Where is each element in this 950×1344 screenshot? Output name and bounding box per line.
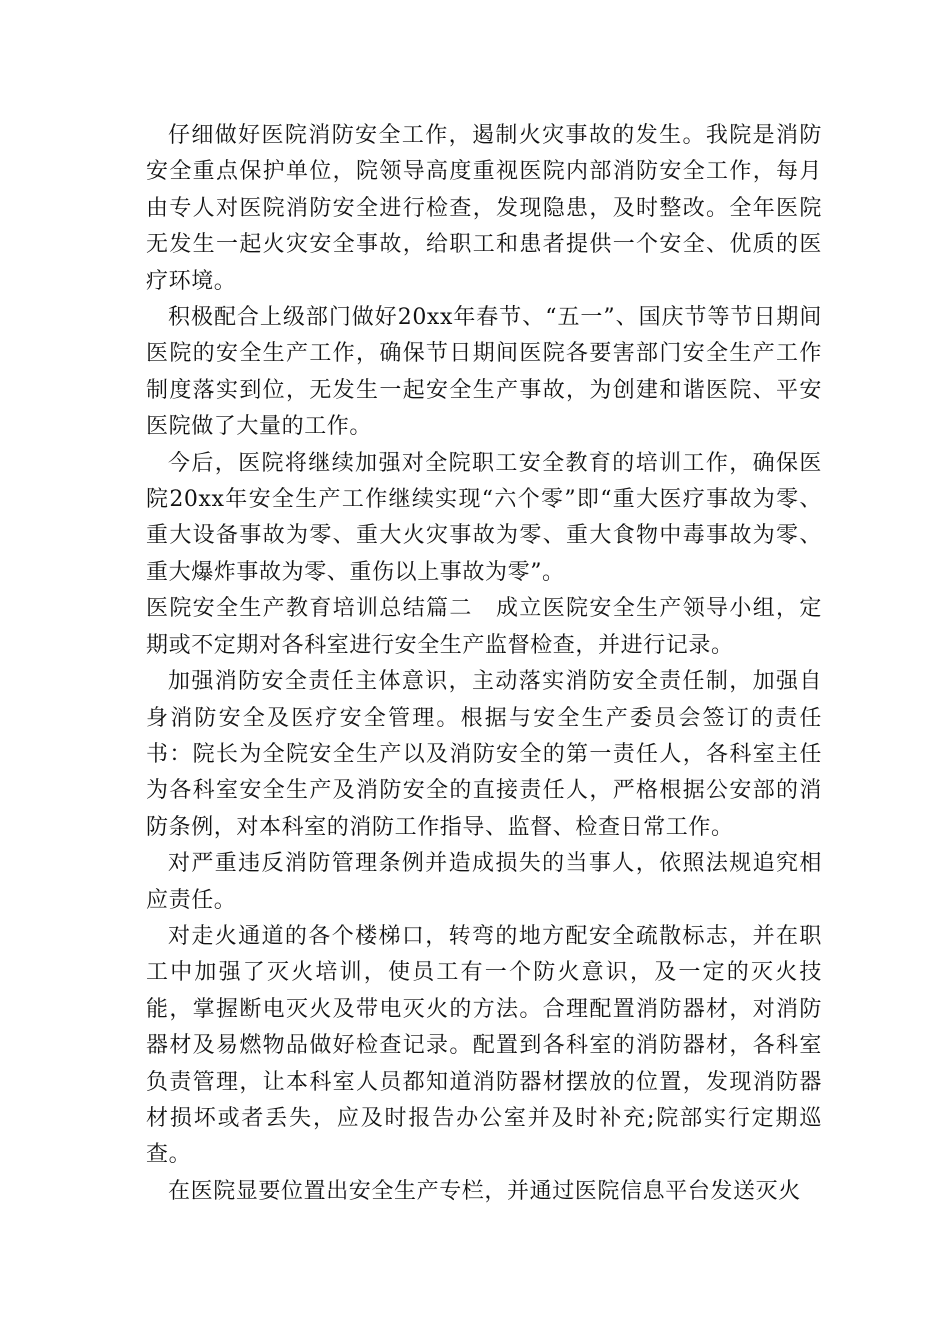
paragraph-future-goals: 今后，医院将继续加强对全院职工安全教育的培训工作，确保医院20xx年安全生产工作继续实现“六个零”即“重大医疗事故为零、重大设备事故为零、重大火灾事故为零、重大食物中毒事故为零、重大爆炸事故为零、重伤以上事故为零”。: [146, 450, 822, 585]
document-body: [146, 118, 822, 1210]
paragraph-holiday-safety: 积极配合上级部门做好20xx年春节、“五一”、国庆节等节日期间医院的安全生产工作，确保节日期间医院各要害部门安全生产工作制度落实到位，无发生一起安全生产事故，为创建和谐医院、平安医院做了大量的工作。: [146, 305, 822, 440]
paragraph-safety-column: 在医院显要位置出安全生产专栏，并通过医院信息平台发送灭火: [168, 1178, 801, 1204]
paragraph-fire-safety: 仔细做好医院消防安全工作，遏制火灾事故的发生。我院是消防安全重点保护单位，院领导高度重视医院内部消防安全工作，每月由专人对医院消防安全进行检查，发现隐患，及时整改。全年医院无发生一起火灾安全事故，给职工和患者提供一个安全、优质的医疗环境。: [146, 123, 822, 294]
paragraph-evacuation-training: 对走火通道的各个楼梯口，转弯的地方配安全疏散标志，并在职工中加强了灭火培训，使员工有一个防火意识，及一定的灭火技能，掌握断电灭火及带电灭火的方法。合理配置消防器材，对消防器材及易燃物品做好检查记录。配置到各科室的消防器材，各科室负责管理，让本科室人员都知道消防器材摆放的位置，发现消防器材损坏或者丢失，应及时报告办公室并及时补充;院部实行定期巡查。: [146, 923, 822, 1168]
paragraph-section-two-heading: 医院安全生产教育培训总结篇二 成立医院安全生产领导小组，定期或不定期对各科室进行安全生产监督检查，并进行记录。: [146, 596, 822, 658]
paragraph-responsibility: 加强消防安全责任主体意识，主动落实消防安全责任制，加强自身消防安全及医疗安全管理。根据与安全生产委员会签订的责任书：院长为全院安全生产以及消防安全的第一责任人，各科室主任为各科室安全生产及消防安全的直接责任人，严格根据公安部的消防条例，对本科室的消防工作指导、监督、检查日常工作。: [146, 669, 822, 840]
paragraph-accountability: 对严重违反消防管理条例并造成损失的当事人，依照法规追究相应责任。: [146, 851, 822, 913]
